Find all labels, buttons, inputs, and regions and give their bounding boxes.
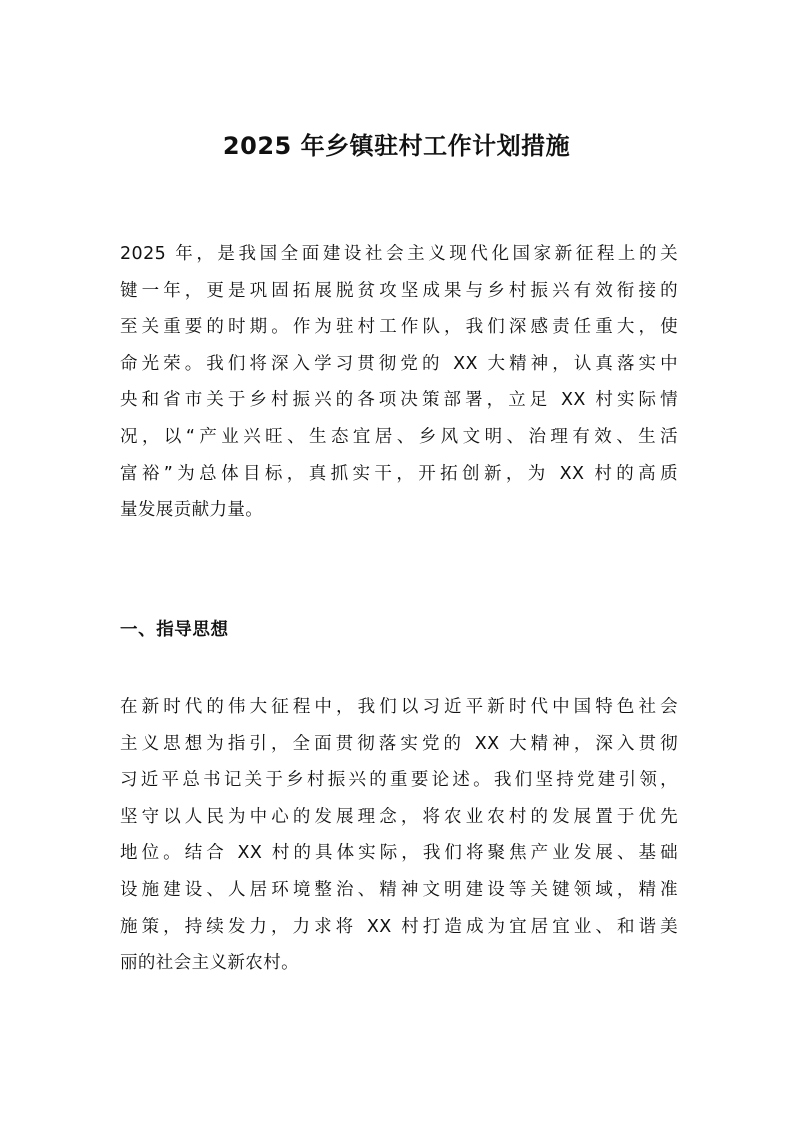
section-line: 施策，持续发力，力求将 XX 村打造成为宜居宜业、和谐美 [120,916,678,937]
intro-line: 至关重要的时期。作为驻村工作队，我们深感责任重大，使 [120,317,678,338]
section-line: 坚守以人民为中心的发展理念，将农业农村的发展置于优先 [120,806,678,827]
section-line: 丽的社会主义新农村。 [120,953,299,974]
intro-line: 命光荣。我们将深入学习贯彻党的 XX 大精神，认真落实中 [120,353,678,374]
intro-line: 量发展贡献力量。 [120,500,264,521]
document-title: 2025 年乡镇驻村工作计划措施 [222,132,571,160]
section-heading: 一、指导思想 [120,620,229,640]
intro-line: 2025 年，是我国全面建设社会主义现代化国家新征程上的关 [120,244,678,264]
section-paragraph [120,689,678,982]
intro-line: 键一年，更是巩固拓展脱贫攻坚成果与乡村振兴有效衔接的 [120,280,678,301]
intro-paragraph [120,236,678,529]
intro-line: 央和省市关于乡村振兴的各项决策部署，立足 XX 村实际情 [120,390,678,411]
intro-line: 富裕”为总体目标，真抓实干，开拓创新，为 XX 村的高质 [120,463,678,484]
section-line: 习近平总书记关于乡村振兴的重要论述。我们坚持党建引领， [120,770,678,791]
section-line: 设施建设、人居环境整治、精神文明建设等关键领域，精准 [120,879,678,900]
intro-line: 况，以“产业兴旺、生态宜居、乡风文明、治理有效、生活 [120,426,678,447]
section-line: 主义思想为指引，全面贯彻落实党的 XX 大精神，深入贯彻 [120,733,678,754]
section-line: 地位。结合 XX 村的具体实际，我们将聚焦产业发展、基础 [120,843,678,864]
section-line: 在新时代的伟大征程中，我们以习近平新时代中国特色社会 [120,697,678,717]
